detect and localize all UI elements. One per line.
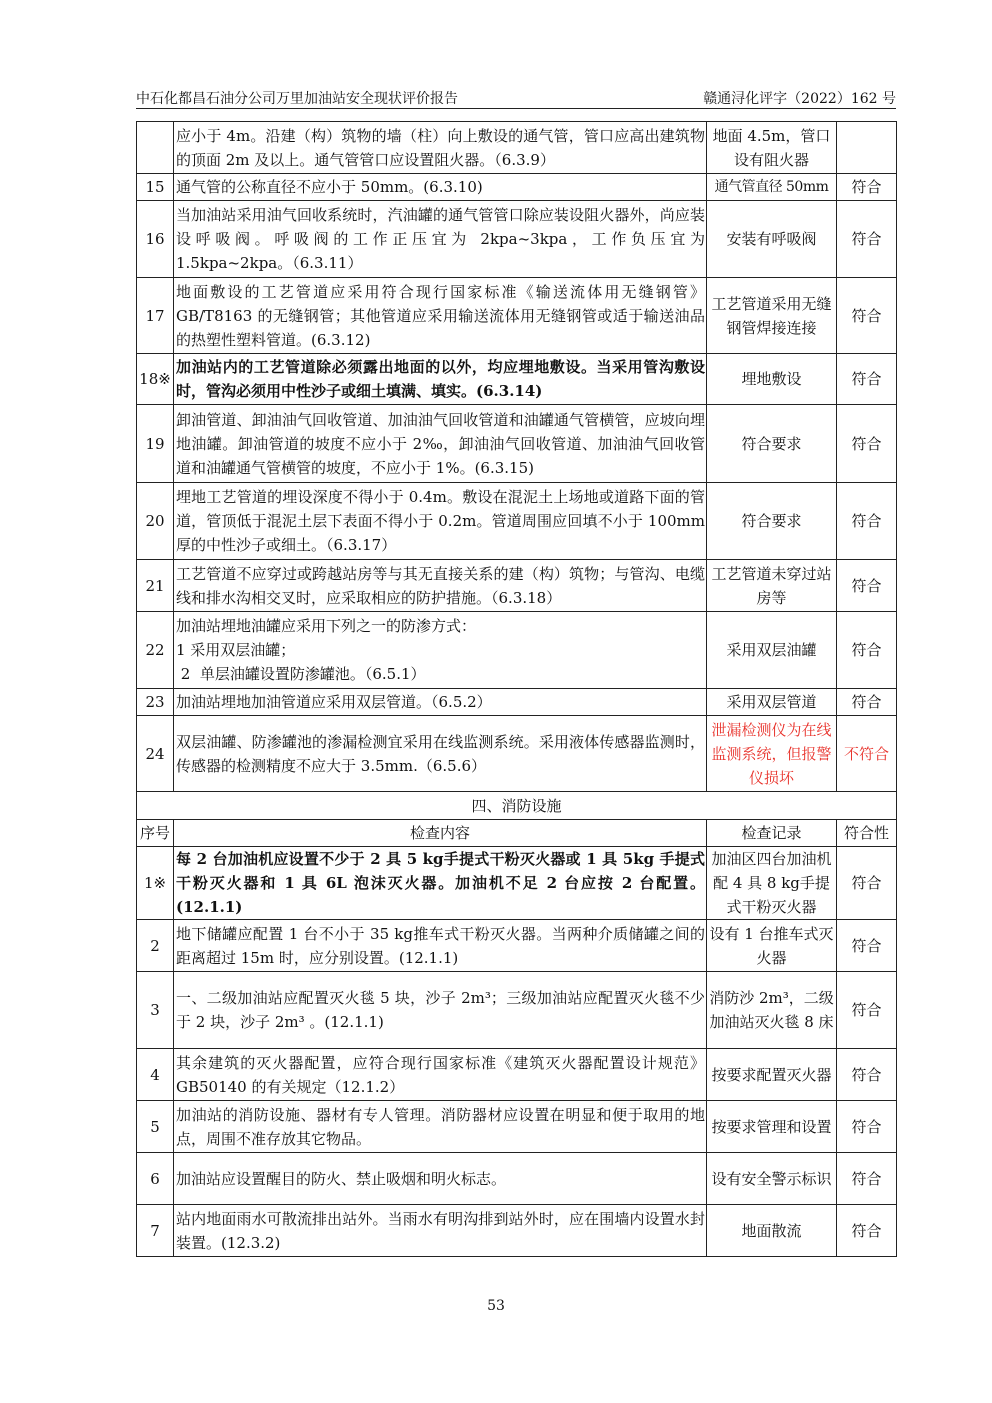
check-record: 工艺管道采用无缝钢管焊接连接 [707, 278, 837, 354]
table-row [137, 612, 897, 689]
row-number: 5 [137, 1101, 174, 1153]
check-content: 地下储罐应配置 1 台不小于 35 kg推车式干粉灭火器。当两种介质储罐之间的距离超过 15m 时，应分别设置。(12.1.1) [174, 920, 707, 972]
check-content-key-item: 加油站内的工艺管道除必须露出地面的以外，均应埋地敷设。当采用管沟敷设时，管沟必须用中性沙子或细土填满、填实。(6.3.14) [174, 354, 707, 405]
check-content: 加油站埋地加油管道应采用双层管道。（6.5.2） [174, 689, 707, 716]
row-number: 17 [137, 278, 174, 354]
check-record: 消防沙 2m³，二级加油站灭火毯 8 床 [707, 972, 837, 1049]
check-result-noncompliant: 不符合 [837, 716, 897, 792]
check-record: 工艺管道未穿过站房等 [707, 560, 837, 612]
check-record-noncompliant: 泄漏检测仪为在线监测系统，但报警仪损坏 [707, 716, 837, 792]
table-row [137, 405, 897, 483]
content-line: 加油站埋地油罐应采用下列之一的防渗方式： [176, 617, 477, 635]
table-row [137, 201, 897, 278]
check-content: 当加油站采用油气回收系统时，汽油罐的通气管管口除应装设阻火器外，尚应装设呼吸阀。呼吸阀的工作正压宜为 2kpa~3kpa，工作负压宜为 1.5kpa~2kpa。（6.3.11） [174, 201, 707, 278]
check-result: 符合 [837, 278, 897, 354]
row-number: 21 [137, 560, 174, 612]
check-record: 符合要求 [707, 405, 837, 483]
check-content: 双层油罐、防渗罐池的渗漏检测宜采用在线监测系统。采用液体传感器监测时，传感器的检测精度不应大于 3.5mm.（6.5.6） [174, 716, 707, 792]
check-record: 采用双层油罐 [707, 612, 837, 689]
content-line: 1 采用双层油罐； [176, 641, 296, 659]
row-number: 20 [137, 483, 174, 560]
col-header-result: 符合性 [837, 820, 897, 847]
table-row [137, 1049, 897, 1101]
table-row [137, 1205, 897, 1257]
table-row [137, 847, 897, 920]
check-record: 加油区四台加油机配 4 具 8 kg手提式干粉灭火器 [707, 847, 837, 920]
content-line: 2 单层油罐设置防渗罐池。（6.5.1） [176, 665, 426, 683]
check-content: 其余建筑的灭火器配置，应符合现行国家标准《建筑灭火器配置设计规范》GB50140 的有关规定（12.1.2） [174, 1049, 707, 1101]
check-content-key-item: 每 2 台加油机应设置不少于 2 具 5 kg手提式干粉灭火器或 1 具 5kg 手提式干粉灭火器和 1 具 6L 泡沫灭火器。加油机不足 2 台应按 2 台配置。(12.1.1) [174, 847, 707, 920]
table-row [137, 1153, 897, 1205]
check-result: 符合 [837, 174, 897, 201]
table-row [137, 716, 897, 792]
page-number: 53 [487, 1298, 505, 1314]
check-record: 采用双层管道 [707, 689, 837, 716]
check-content: 站内地面雨水可散流排出站外。当雨水有明沟排到站外时，应在围墙内设置水封装置。(12.3.2) [174, 1205, 707, 1257]
check-result: 符合 [837, 1153, 897, 1205]
check-record: 地面 4.5m，管口设有阻火器 [707, 122, 837, 174]
table-row [137, 972, 897, 1049]
row-number: 18※ [137, 354, 174, 405]
header-report-number: 赣通浔化评字（2022）162 号 [703, 91, 896, 107]
row-number: 2 [137, 920, 174, 972]
check-result: 符合 [837, 612, 897, 689]
header-row [137, 820, 897, 847]
check-content [174, 612, 707, 689]
table-row [137, 560, 897, 612]
check-result: 符合 [837, 972, 897, 1049]
table-row [137, 920, 897, 972]
check-content: 加油站应设置醒目的防火、禁止吸烟和明火标志。 [174, 1153, 707, 1205]
check-record: 设有 1 台推车式灭火器 [707, 920, 837, 972]
row-number: 16 [137, 201, 174, 278]
check-result [837, 122, 897, 174]
check-result: 符合 [837, 1049, 897, 1101]
check-result: 符合 [837, 847, 897, 920]
table-row [137, 1101, 897, 1153]
row-number: 1※ [137, 847, 174, 920]
row-number: 22 [137, 612, 174, 689]
check-content: 卸油管道、卸油油气回收管道、加油油气回收管道和油罐通气管横管，应坡向埋地油罐。卸油管道的坡度不应小于 2‰，卸油油气回收管道、加油油气回收管道和油罐通气管横管的坡度，不应小于 1%。(6.3.15) [174, 405, 707, 483]
col-header-content: 检查内容 [174, 820, 707, 847]
section-row [137, 792, 897, 820]
col-header-record: 检查记录 [707, 820, 837, 847]
check-content: 埋地工艺管道的埋设深度不得小于 0.4m。敷设在混泥土上场地或道路下面的管道，管顶低于混泥土层下表面不得小于 0.2m。管道周围应回填不小于 100mm 厚的中性沙子或细土。（6.3.17） [174, 483, 707, 560]
table-row [137, 122, 897, 174]
inspection-table [136, 121, 897, 1257]
page-header [136, 86, 896, 109]
section-title: 四、消防设施 [137, 792, 897, 820]
row-number: 7 [137, 1205, 174, 1257]
check-content: 一、二级加油站应配置灭火毯 5 块，沙子 2m³；三级加油站应配置灭火毯不少于 2 块，沙子 2m³ 。(12.1.1) [174, 972, 707, 1049]
check-result: 符合 [837, 1101, 897, 1153]
table-row [137, 174, 897, 201]
check-content: 工艺管道不应穿过或跨越站房等与其无直接关系的建（构）筑物；与管沟、电缆线和排水沟相交叉时，应采取相应的防护措施。（6.3.18） [174, 560, 707, 612]
check-record: 安装有呼吸阀 [707, 201, 837, 278]
check-record: 埋地敷设 [707, 354, 837, 405]
row-number: 6 [137, 1153, 174, 1205]
check-record: 设有安全警示标识 [707, 1153, 837, 1205]
check-result: 符合 [837, 560, 897, 612]
check-content: 应小于 4m。沿建（构）筑物的墙（柱）向上敷设的通气管，管口应高出建筑物的顶面 2m 及以上。通气管管口应设置阻火器。（6.3.9） [174, 122, 707, 174]
table-row [137, 354, 897, 405]
check-result: 符合 [837, 483, 897, 560]
row-number: 19 [137, 405, 174, 483]
table-row [137, 689, 897, 716]
check-result: 符合 [837, 354, 897, 405]
row-number: 15 [137, 174, 174, 201]
check-result: 符合 [837, 689, 897, 716]
row-number: 4 [137, 1049, 174, 1101]
check-record: 地面散流 [707, 1205, 837, 1257]
check-result: 符合 [837, 405, 897, 483]
check-record: 通气管直径 50mm [707, 174, 837, 201]
check-result: 符合 [837, 920, 897, 972]
check-content: 地面敷设的工艺管道应采用符合现行国家标准《输送流体用无缝钢管》GB/T8163 的无缝钢管；其他管道应采用输送流体用无缝钢管或适于输送油品的热塑性塑料管道。(6.3.12) [174, 278, 707, 354]
header-report-title: 中石化都昌石油分公司万里加油站安全现状评价报告 [136, 91, 458, 107]
check-content: 通气管的公称直径不应小于 50mm。(6.3.10) [174, 174, 707, 201]
row-number: 23 [137, 689, 174, 716]
check-record: 按要求配置灭火器 [707, 1049, 837, 1101]
check-result: 符合 [837, 201, 897, 278]
table-row [137, 278, 897, 354]
check-result: 符合 [837, 1205, 897, 1257]
check-record: 符合要求 [707, 483, 837, 560]
table-row [137, 483, 897, 560]
col-header-number: 序号 [137, 820, 174, 847]
row-number [137, 122, 174, 174]
row-number: 24 [137, 716, 174, 792]
check-content: 加油站的消防设施、器材有专人管理。消防器材应设置在明显和便于取用的地点，周围不准存放其它物品。 [174, 1101, 707, 1153]
row-number: 3 [137, 972, 174, 1049]
check-record: 按要求管理和设置 [707, 1101, 837, 1153]
